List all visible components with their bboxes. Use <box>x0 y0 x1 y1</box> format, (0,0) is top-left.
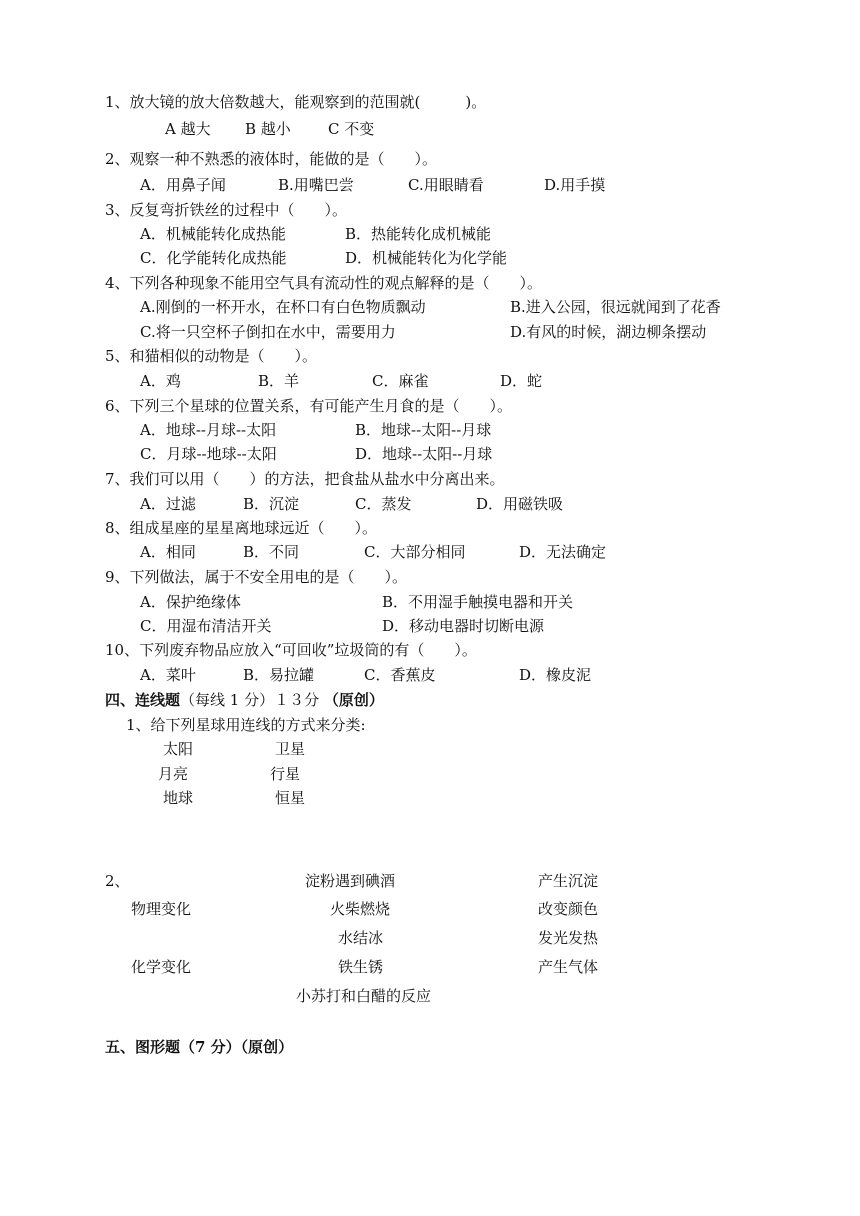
q2-option-d: D.用手摸 <box>544 176 606 194</box>
q7-option-d: D．用磁铁吸 <box>476 495 564 513</box>
match-q2-number: 2、 <box>105 872 130 890</box>
match-q1-right-item: 卫星 <box>275 740 306 758</box>
match-q2-middle-item: 火柴燃烧 <box>330 900 391 918</box>
match-q2-right-item: 改变颜色 <box>538 900 599 918</box>
q7-stem: 7、我们可以用（ ）的方法，把食盐从盐水中分离出来。 <box>105 470 505 488</box>
match-q2-right-item: 产生沉淀 <box>538 872 599 890</box>
q1-option-a: A 越大 <box>165 120 211 138</box>
q10-option-c: C．香蕉皮 <box>364 666 436 684</box>
q3-option-a: A．机械能转化成热能 <box>140 225 286 243</box>
match-q2-left-item: 化学变化 <box>131 958 192 976</box>
q9-stem: 9、下列做法，属于不安全用电的是（ ）。 <box>105 568 408 586</box>
match-q1-right-item: 行星 <box>270 765 301 783</box>
match-q2-left-item: 物理变化 <box>131 900 192 918</box>
q8-option-c: C．大部分相同 <box>364 543 466 561</box>
match-q1-right-item: 恒星 <box>275 789 306 807</box>
q9-option-b: B．不用湿手触摸电器和开关 <box>382 593 574 611</box>
q2-option-c: C.用眼睛看 <box>408 176 484 194</box>
q5-stem: 5、和猫相似的动物是（ ）。 <box>105 347 318 365</box>
match-q2-middle-item: 小苏打和白醋的反应 <box>296 987 432 1005</box>
match-q1-left-item: 太阳 <box>163 740 194 758</box>
q3-option-b: B．热能转化成机械能 <box>345 225 492 243</box>
q8-option-a: A．相同 <box>140 543 196 561</box>
q7-option-c: C．蒸发 <box>355 495 412 513</box>
match-q2-middle-item: 铁生锈 <box>338 958 384 976</box>
q10-option-d: D．橡皮泥 <box>519 666 592 684</box>
q4-option-a: A.刚倒的一杯开水，在杯口有白色物质飘动 <box>140 298 426 316</box>
q6-option-c: C．月球--地球--太阳 <box>140 445 277 463</box>
section-5-heading: 五、图形题（7 分）（原创） <box>105 1038 294 1056</box>
section-4-heading <box>105 690 384 710</box>
q10-option-a: A．菜叶 <box>140 666 196 684</box>
q4-option-b: B.进入公园，很远就闻到了花香 <box>510 298 721 316</box>
q8-option-d: D．无法确定 <box>519 543 607 561</box>
match-q2-right-item: 产生气体 <box>538 958 599 976</box>
q7-option-a: A．过滤 <box>140 495 196 513</box>
q10-stem: 10、下列废弃物品应放入“可回收”垃圾筒的有（ ）。 <box>105 641 477 659</box>
q5-option-d: D．蛇 <box>500 372 543 390</box>
section-4-title: 四、连线题 <box>105 691 181 709</box>
q6-option-a: A．地球--月球--太阳 <box>140 421 277 439</box>
q1-stem: 1、放大镜的放大倍数越大，能观察到的范围就( )。 <box>105 93 487 111</box>
q4-stem: 4、下列各种现象不能用空气具有流动性的观点解释的是（ ）。 <box>105 274 543 292</box>
q9-option-d: D．移动电器时切断电源 <box>382 617 545 635</box>
match-q2-middle-item: 水结冰 <box>338 929 384 947</box>
q8-stem: 8、组成星座的星星离地球远近（ ）。 <box>105 519 378 537</box>
match-q1-stem: 1、给下列星球用连线的方式来分类: <box>126 716 366 734</box>
q3-option-c: C．化学能转化成热能 <box>140 249 287 267</box>
q2-stem: 2、观察一种不熟悉的液体时，能做的是（ ）。 <box>105 150 438 168</box>
q4-option-d: D.有风的时候，湖边柳条摆动 <box>510 323 707 341</box>
match-q2-right-item: 发光发热 <box>538 929 599 947</box>
q5-option-a: A．鸡 <box>140 372 181 390</box>
q2-option-a: A．用鼻子闻 <box>140 176 226 194</box>
q9-option-a: A．保护绝缘体 <box>140 593 241 611</box>
q2-option-b: B.用嘴巴尝 <box>278 176 354 194</box>
q6-stem: 6、下列三个星球的位置关系，有可能产生月食的是（ ）。 <box>105 397 513 415</box>
q8-option-b: B．不同 <box>243 543 300 561</box>
q3-stem: 3、反复弯折铁丝的过程中（ ）。 <box>105 201 348 219</box>
match-q2-middle-item: 淀粉遇到碘酒 <box>305 872 396 890</box>
q9-option-c: C．用湿布清洁开关 <box>140 617 272 635</box>
q6-option-b: B．地球--太阳--月球 <box>355 421 492 439</box>
q10-option-b: B．易拉罐 <box>243 666 315 684</box>
match-q1-left-item: 月亮 <box>158 765 189 783</box>
q1-option-b: B 越小 <box>245 120 291 138</box>
q5-option-c: C．麻雀 <box>372 372 429 390</box>
q5-option-b: B．羊 <box>258 372 300 390</box>
match-q1-left-item: 地球 <box>163 789 194 807</box>
q3-option-d: D．机械能转化为化学能 <box>345 249 508 267</box>
q1-option-c: C 不变 <box>328 120 375 138</box>
section-4-score: （每线 1 分）１３分 <box>180 691 320 709</box>
section-4-tag: （原创） <box>323 691 384 709</box>
q6-option-d: D．地球--太阳--月球 <box>355 445 493 463</box>
q4-option-c: C.将一只空杯子倒扣在水中，需要用力 <box>140 323 396 341</box>
q7-option-b: B．沉淀 <box>243 495 300 513</box>
